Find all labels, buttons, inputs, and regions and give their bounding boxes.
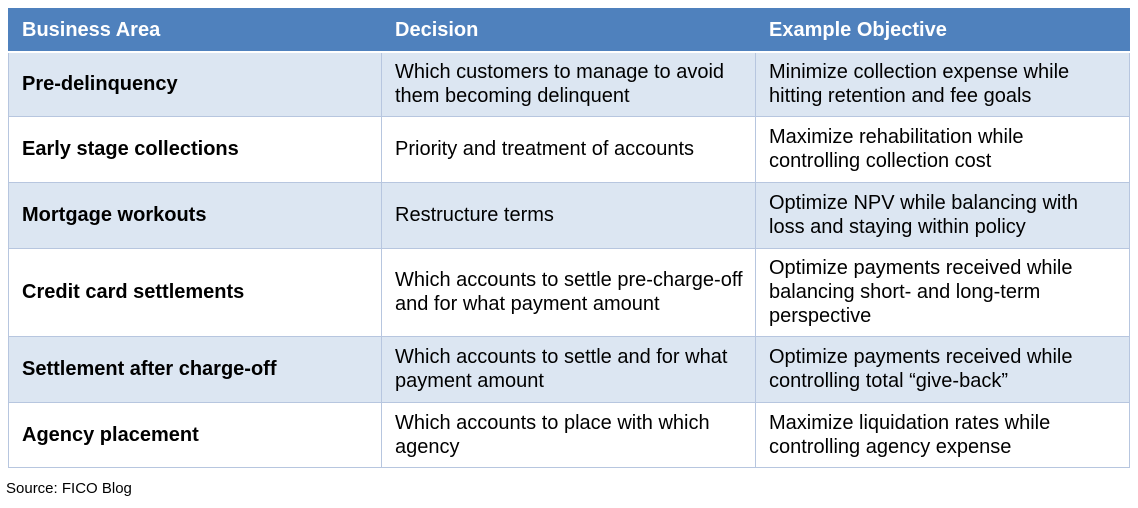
decision-cell: Which accounts to settle pre-charge-off and for what payment amount <box>382 248 756 336</box>
objective-cell: Maximize rehabilitation while controlling collection cost <box>756 116 1130 182</box>
decisions-table <box>8 8 1130 468</box>
objective-cell: Minimize collection expense while hitting retention and fee goals <box>756 52 1130 116</box>
business-area-cell: Mortgage workouts <box>9 182 382 248</box>
header-decision: Decision <box>382 9 756 53</box>
header-business-area: Business Area <box>9 9 382 53</box>
business-area-cell: Credit card settlements <box>9 248 382 336</box>
objective-cell: Optimize payments received while controlling total “give-back” <box>756 336 1130 402</box>
source-caption: Source: FICO Blog <box>6 480 132 497</box>
business-area-cell: Settlement after charge-off <box>9 336 382 402</box>
business-area-cell: Early stage collections <box>9 116 382 182</box>
header-example-objective: Example Objective <box>756 9 1130 53</box>
table-row <box>9 182 1130 248</box>
objective-cell: Optimize payments received while balancing short- and long-term perspective <box>756 248 1130 336</box>
decision-cell: Restructure terms <box>382 182 756 248</box>
decision-cell: Which accounts to settle and for what payment amount <box>382 336 756 402</box>
decision-cell: Which customers to manage to avoid them becoming delinquent <box>382 52 756 116</box>
objective-cell: Optimize NPV while balancing with loss and staying within policy <box>756 182 1130 248</box>
business-area-cell: Pre-delinquency <box>9 52 382 116</box>
table-row <box>9 336 1130 402</box>
objective-cell: Maximize liquidation rates while controlling agency expense <box>756 402 1130 467</box>
decision-cell: Priority and treatment of accounts <box>382 116 756 182</box>
table-row <box>9 116 1130 182</box>
table-header-row <box>9 9 1130 53</box>
table-row <box>9 52 1130 116</box>
table-row <box>9 402 1130 467</box>
table-row <box>9 248 1130 336</box>
business-area-cell: Agency placement <box>9 402 382 467</box>
decision-cell: Which accounts to place with which agency <box>382 402 756 467</box>
